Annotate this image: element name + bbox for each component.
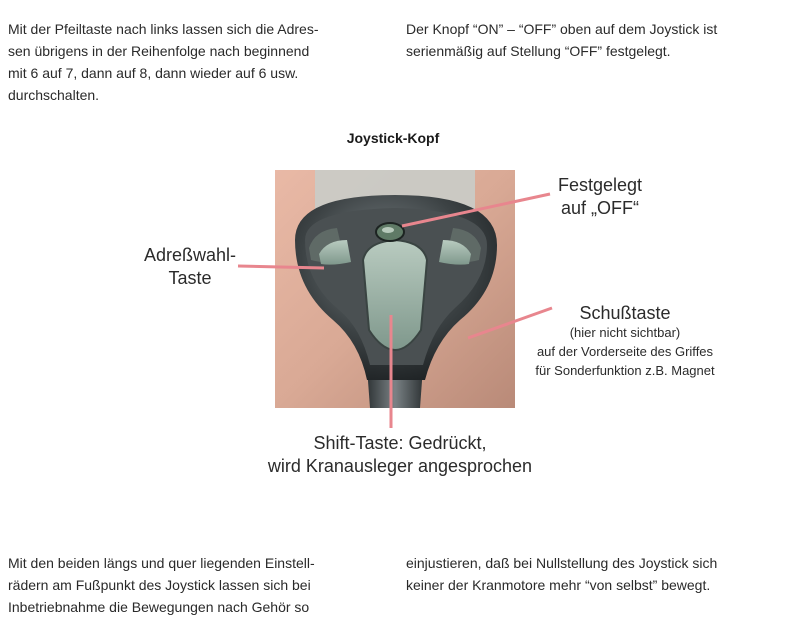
joystick-photo (275, 170, 515, 408)
label-fixed-off: Festgelegt auf „OFF“ (557, 175, 643, 218)
label-fire-sub2: auf der Vorderseite des Griffes (536, 344, 714, 359)
figure-title: Joystick-Kopf (346, 130, 440, 146)
outro-paragraph-left: Mit den beiden längs und quer liegenden Einstell- rädern am Fußpunkt des Joystick lassen sich bei Inbetriebnahme die Bewegungen nach Gehör so (8, 555, 315, 615)
intro-paragraph-left: Mit der Pfeiltaste nach links lassen sich die Adres- sen übrigens in der Reihenfolge nach beginnend mit 6 auf 7, dann auf 8, dann wieder auf 6 usw. durchschalten. (8, 21, 319, 103)
joystick-head-illustration (275, 170, 515, 408)
label-shift-button: Shift-Taste: Gedrückt, wird Kranausleger angesprochen (267, 433, 533, 476)
label-fire-sub1: (hier nicht sichtbar) (569, 325, 681, 340)
label-fire-sub3: für Sonderfunktion z.B. Magnet (535, 363, 715, 378)
label-address-button: Adreßwahl- Taste (143, 245, 237, 288)
label-fire-button: Schußtaste (579, 303, 671, 323)
outro-paragraph-right: einjustieren, daß bei Nullstellung des Joystick sich keiner der Kranmotore mehr “von selbst” bewegt. (406, 555, 718, 593)
intro-paragraph-right: Der Knopf “ON” – “OFF” oben auf dem Joystick ist serienmäßig auf Stellung “OFF” festgelegt. (406, 21, 718, 59)
